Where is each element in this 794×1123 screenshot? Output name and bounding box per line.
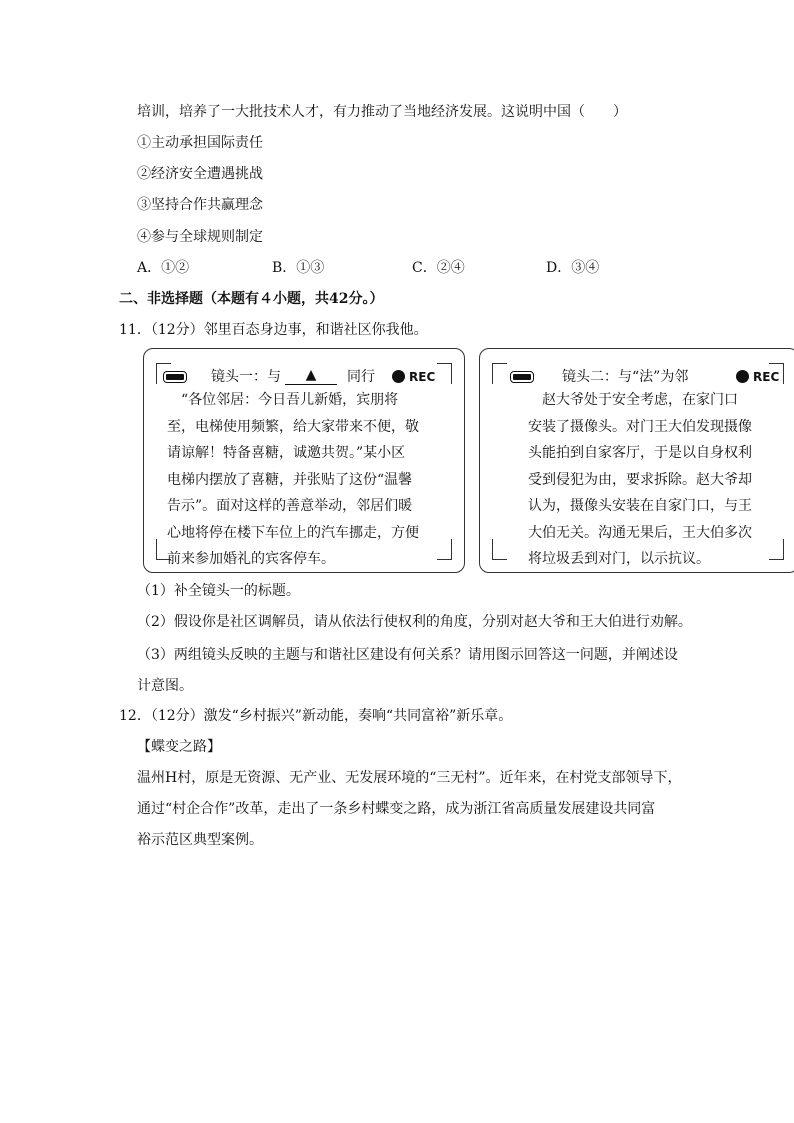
shot2-line: 赵大爷处于安全考虑，在家门口 [528,392,738,408]
shot1-title-pre: 镜头一：与 [211,369,281,385]
shot2-line: 受到侵犯为由，要求拆除。赵大爷却 [528,471,752,488]
q10-choice-c: C．②④ [412,260,465,276]
shot1-line: 电梯内摆放了喜糖，并张贴了这份“温馨 [167,471,413,488]
q10-item-1: ①主动承担国际责任 [137,135,263,151]
shot2-line: 头能拍到自家客厅，于是以自身权利 [528,445,752,461]
shot2-corner-br [769,539,784,560]
shot1-corner-br [437,539,452,560]
q10-stem-tail: 培训，培养了一大批技术人才，有力推动了当地经济发展。这说明中国（ ） [137,104,627,120]
q11-stem: 11．（12分）邻里百态身边事，和谐社区你我他。 [119,322,428,338]
q11-sub2: （2）假设你是社区调解员，请从依法行使权利的角度，分别对赵大爷和王大伯进行劝解。 [137,614,692,630]
q12-stem: 12．（12分）激发“乡村振兴”新动能，奏响“共同富裕”新乐章。 [119,708,513,724]
shot1-line: 前来参加婚礼的宾客停车。 [167,551,335,567]
section-2-heading: 二、非选择题（本题有４小题，共42分。） [119,291,384,307]
q12-para-line: 裕示范区典型案例。 [137,832,263,848]
shot1-text [167,387,419,573]
q10-choice-b: B．①③ [272,260,325,276]
battery-icon [163,371,187,383]
shot2-text [528,387,752,573]
record-dot-icon [392,370,405,383]
shot2-line: 大伯无关。沟通无果后，王大伯多次 [528,524,752,541]
q10-item-4: ④参与全球规则制定 [137,229,263,245]
q12-para-line: 通过“村企合作”改革，走出了一条乡村蝶变之路，成为浙江省高质量发展建设共同富 [137,801,656,817]
shot1-line: “各位邻居：今日吾儿新婚，宾朋将 [167,392,399,408]
shot2-line: 安装了摄像头。对门王大伯发现摄像 [528,418,752,435]
q10-item-2: ②经济安全遭遇挑战 [137,166,263,182]
record-dot-icon [736,370,749,383]
rec-label: REC [409,370,436,384]
q10-item-3: ③坚持合作共赢理念 [137,197,263,213]
shot1-line: 告示”。面对这样的善意举动，邻居们暖 [167,498,413,514]
shot1-line: 心地将停在楼下车位上的汽车挪走，方便 [167,524,419,541]
shot1-title-post: 同行 [347,369,375,385]
q10-choice-d: D．③④ [546,260,600,276]
shot2-line: 认为，摄像头安装在自家门口，与王 [528,498,752,514]
q12-para-line: 温州H村，原是无资源、无产业、无发展环境的“三无村”。近年来，在村党支部领导下， [137,770,682,786]
shot2-title: 镜头二：与“法”为邻 [562,369,689,385]
q11-sub1: （1）补全镜头一的标题。 [137,583,300,599]
shot1-line: 至，电梯使用频繁，给大家带来不便，敬 [167,418,419,435]
shot1-line: 请谅解！特备喜糖，诚邀共贺。”某小区 [167,445,406,461]
shot1-corner-tr [437,363,452,384]
q11-sub3-line2: 计意图。 [137,678,193,694]
shot2-corner-bl [492,539,507,560]
shot1-title-blank: ▲ [285,366,337,385]
shot2-frame [479,348,794,573]
rec-label: REC [753,370,780,384]
battery-icon [510,371,534,383]
q12-section-title: 【蝶变之路】 [137,739,221,755]
shot2-line: 将垃圾丢到对门，以示抗议。 [528,551,710,567]
q11-sub3-line1: （3）两组镜头反映的主题与和谐社区建设有何关系？请用图示回答这一问题，并阐述设 [137,647,678,663]
shot2-corner-tl [492,363,507,384]
q10-choice-a: A．①② [137,260,190,276]
shot1-frame [143,348,465,573]
